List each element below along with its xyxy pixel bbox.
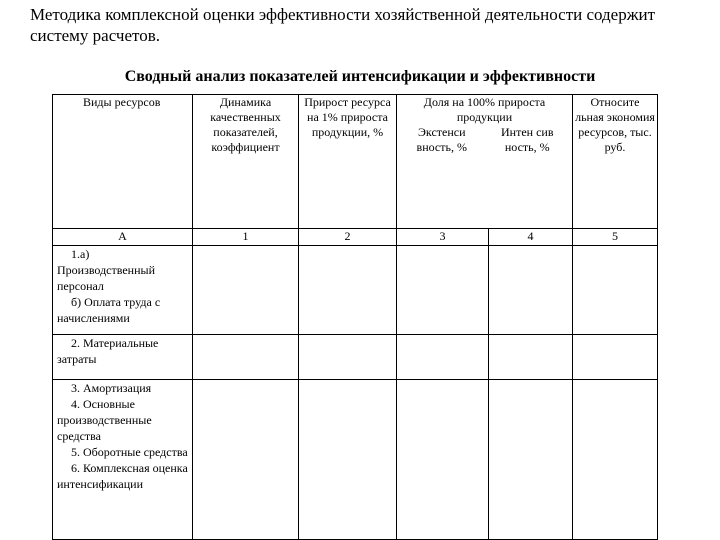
- row-label-line: б) Оплата труда с начислениями: [57, 295, 161, 325]
- table-cell: [397, 380, 489, 540]
- table-title: Сводный анализ показателей интенсификации и эффективности: [124, 68, 596, 85]
- col-number: 4: [489, 229, 573, 246]
- table-cell: [193, 380, 299, 540]
- row-label-line: 1.а) Производственный персонал: [57, 247, 155, 293]
- table-row: [53, 380, 658, 540]
- col-number: 5: [573, 229, 658, 246]
- header-share-title: Доля на 100% прироста продукции: [423, 95, 546, 124]
- table-cell: [299, 246, 397, 335]
- header-dynamics: Динамика качественных показателей, коэффициент: [193, 95, 299, 229]
- number-row: [53, 229, 658, 246]
- header-share: [397, 95, 573, 229]
- table-cell: [299, 335, 397, 380]
- row-label-line: 2. Материальные затраты: [57, 336, 159, 366]
- table-cell: [397, 335, 489, 380]
- header-intensive: Интен сив ность, %: [501, 125, 554, 154]
- analysis-table: [52, 94, 658, 540]
- col-number: А: [53, 229, 193, 246]
- row-label-line: 6. Комплексная оценка интенсификации: [57, 461, 188, 491]
- row-label: [53, 246, 193, 335]
- table-cell: [397, 246, 489, 335]
- table-row: [53, 246, 658, 335]
- table-cell: [573, 335, 658, 380]
- header-row: [53, 95, 658, 229]
- table-cell: [193, 335, 299, 380]
- row-label: [53, 335, 193, 380]
- col-number: 1: [193, 229, 299, 246]
- header-extensive: Экстенси вность, %: [416, 125, 467, 154]
- table-cell: [489, 380, 573, 540]
- header-economy: Относите льная экономия ресурсов, тыс. руб.: [573, 95, 658, 229]
- row-label-line: 4. Основные производственные средства: [57, 397, 152, 443]
- row-label-line: 3. Амортизация: [71, 381, 152, 395]
- table-cell: [489, 246, 573, 335]
- table-cell: [573, 246, 658, 335]
- table-cell: [193, 246, 299, 335]
- table-cell: [573, 380, 658, 540]
- col-number: 3: [397, 229, 489, 246]
- table-cell: [299, 380, 397, 540]
- col-number: 2: [299, 229, 397, 246]
- table-cell: [489, 335, 573, 380]
- row-label-line: 5. Оборотные средства: [71, 445, 188, 459]
- header-increase: Прирост ресурса на 1% прироста продукции, %: [299, 95, 397, 229]
- header-resources: Виды ресурсов: [53, 95, 193, 229]
- table-row: [53, 335, 658, 380]
- intro-text: Методика комплексной оценки эффективности хозяйственной деятельности содержит систему расчетов.: [30, 5, 655, 45]
- row-label: [53, 380, 193, 540]
